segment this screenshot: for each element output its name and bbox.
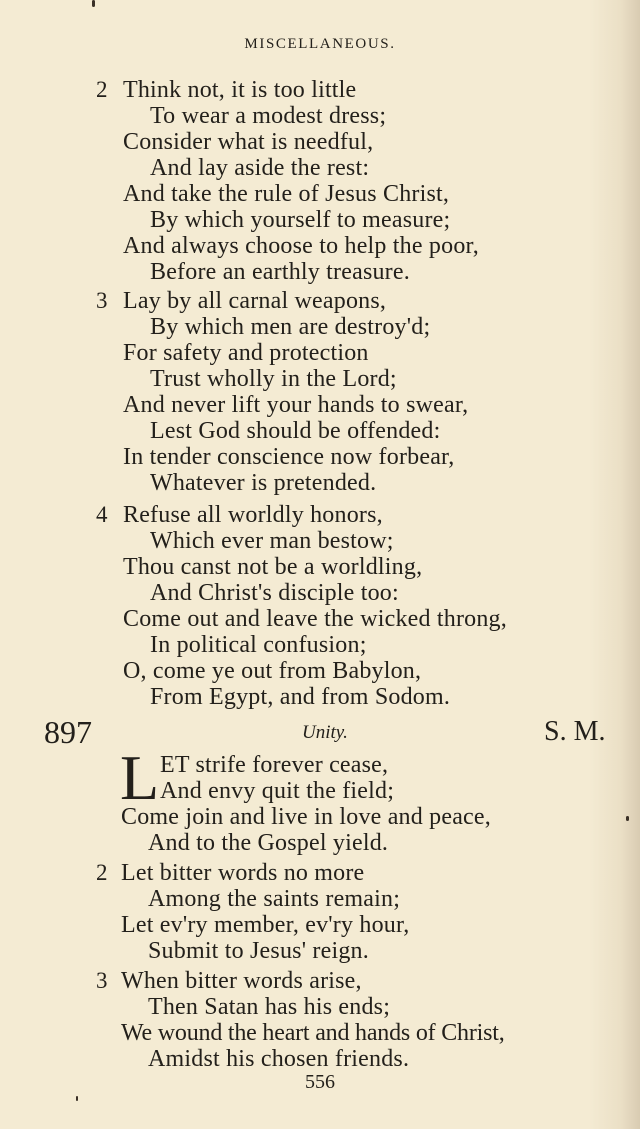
verse-line: And take the rule of Jesus Christ, — [123, 181, 450, 207]
verse-line: Then Satan has his ends; — [148, 994, 391, 1020]
verse-line: Amidst his chosen friends. — [148, 1046, 410, 1072]
verse-line: In political confusion; — [150, 632, 367, 658]
verse-line: Which ever man bestow; — [150, 528, 394, 554]
verse-line: By which men are destroy'd; — [150, 314, 431, 340]
ink-speck — [76, 1096, 78, 1101]
drop-cap: L — [120, 742, 160, 813]
verse-line: To wear a modest dress; — [150, 103, 387, 129]
verse-line: Lay by all carnal weapons, — [123, 288, 387, 314]
page-number: 556 — [305, 1071, 335, 1093]
verse-line: For safety and protection — [123, 340, 369, 366]
verse-line: ET strife forever cease, — [160, 752, 389, 778]
verse-line: Thou canst not be a worldling, — [123, 554, 423, 580]
verse-line: Refuse all worldly honors, — [123, 502, 383, 528]
verse-line: Come join and live in love and peace, — [121, 804, 491, 830]
verse-line: Before an earthly treasure. — [150, 259, 410, 285]
verse-line: Submit to Jesus' reign. — [148, 938, 369, 964]
verse-line: By which yourself to measure; — [150, 207, 451, 233]
verse-line: And Christ's disciple too: — [150, 580, 399, 606]
verse-number: 2 — [96, 860, 108, 885]
verse-line: And always choose to help the poor, — [123, 233, 479, 259]
verse-number: 3 — [96, 288, 108, 313]
verse-line: We wound the heart and hands of Christ, — [121, 1020, 505, 1046]
verse-line: Think not, it is too little — [123, 77, 357, 103]
running-head: MISCELLANEOUS. — [244, 36, 396, 52]
ink-speck — [626, 816, 629, 821]
verse-line: And never lift your hands to swear, — [123, 392, 469, 418]
verse-number: 3 — [96, 968, 108, 993]
verse-line: In tender conscience now forbear, — [123, 444, 455, 470]
verse-line: O, come ye out from Babylon, — [123, 658, 422, 684]
verse-line: Let ev'ry member, ev'ry hour, — [121, 912, 410, 938]
verse-line: When bitter words arise, — [121, 968, 362, 994]
ink-speck — [92, 0, 95, 7]
verse-line: And lay aside the rest: — [150, 155, 370, 181]
verse-line: Come out and leave the wicked throng, — [123, 606, 507, 632]
verse-number: 4 — [96, 502, 108, 527]
verse-line: From Egypt, and from Sodom. — [150, 684, 451, 710]
verse-line: Let bitter words no more — [121, 860, 365, 886]
verse-line: And envy quit the field; — [160, 778, 395, 804]
hymn-number: 897 — [44, 714, 92, 750]
verse-line: Consider what is needful, — [123, 129, 374, 155]
hymn-title: Unity. — [302, 722, 348, 743]
hymn-meter: S. M. — [544, 716, 606, 747]
verse-line: Whatever is pretended. — [150, 470, 377, 496]
verse-line: Lest God should be offended: — [150, 418, 441, 444]
verse-line: Trust wholly in the Lord; — [150, 366, 397, 392]
verse-line: Among the saints remain; — [148, 886, 401, 912]
verse-number: 2 — [96, 77, 108, 102]
verse-line: And to the Gospel yield. — [148, 830, 389, 856]
